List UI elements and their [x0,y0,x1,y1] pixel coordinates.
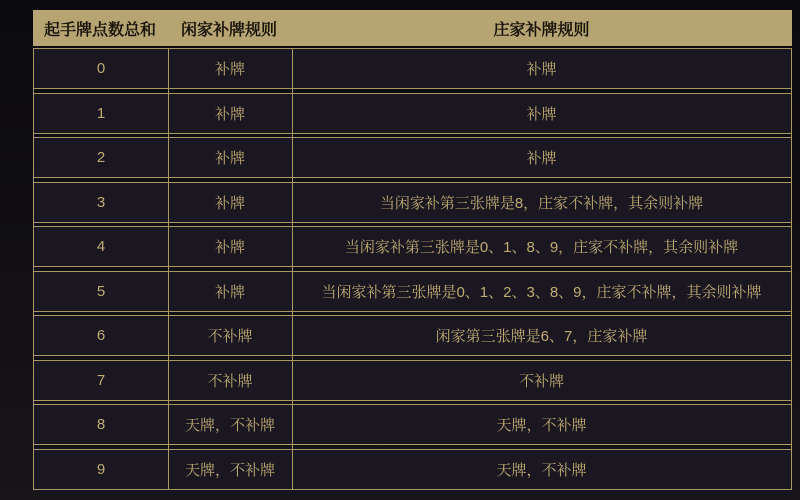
table-row [34,137,791,178]
banker-rule-cell: 天牌，不补牌 [496,461,587,479]
player-rule-cell: 天牌，不补牌 [184,417,275,434]
table-row [34,404,791,445]
hand-total-cell: 3 [96,193,106,211]
table-row [34,182,791,223]
banker-rule-cell: 补牌 [526,61,557,78]
hand-total-cell: 4 [96,238,106,255]
hand-total-cell: 8 [96,416,106,433]
table-header-row [33,10,792,46]
hand-total-cell: 5 [96,282,106,300]
table-row [34,48,791,89]
hand-total-cell: 6 [96,327,106,344]
player-rule-cell: 天牌，不补牌 [184,461,275,479]
banker-rule-cell: 不补牌 [518,372,564,390]
table-row [34,226,791,267]
player-rule-cell: 不补牌 [207,372,253,390]
banker-rule-cell: 天牌，不补牌 [496,417,587,434]
player-rule-cell: 补牌 [214,283,245,301]
player-rule-cell: 补牌 [214,105,245,123]
banker-rule-cell: 补牌 [526,105,557,123]
column-divider-2 [292,48,294,490]
player-rule-cell: 补牌 [214,150,245,167]
table-row [34,93,791,134]
hand-total-cell: 7 [96,371,106,389]
hand-total-cell: 9 [96,460,106,478]
header-hand-total: 起手牌点数总和 [43,21,156,39]
player-rule-cell: 补牌 [214,61,245,78]
hand-total-cell: 0 [96,60,106,77]
table-row [34,360,791,401]
player-rule-cell: 补牌 [214,194,245,212]
table-row [34,271,791,312]
hand-total-cell: 1 [96,104,106,122]
banker-rule-cell: 当闲家补第三张牌是8，庄家不补牌，其余则补牌 [379,194,704,212]
column-divider-1 [168,48,170,490]
rules-table [33,10,792,490]
player-rule-cell: 不补牌 [207,328,253,345]
header-player-draw-rule: 闲家补牌规则 [180,21,277,39]
banker-rule-cell: 补牌 [526,150,557,167]
hand-total-cell: 2 [96,149,106,166]
banker-rule-cell: 当闲家补第三张牌是0、1、2、3、8、9，庄家不补牌，其余则补牌 [321,283,762,301]
table-body [33,48,792,490]
player-rule-cell: 补牌 [214,239,245,256]
header-banker-draw-rule: 庄家补牌规则 [493,21,590,39]
table-row [34,315,791,356]
banker-rule-cell: 当闲家补第三张牌是0、1、8、9，庄家不补牌，其余则补牌 [344,239,739,256]
banker-rule-cell: 闲家第三张牌是6、7，庄家补牌 [435,328,648,345]
table-row [34,449,791,490]
